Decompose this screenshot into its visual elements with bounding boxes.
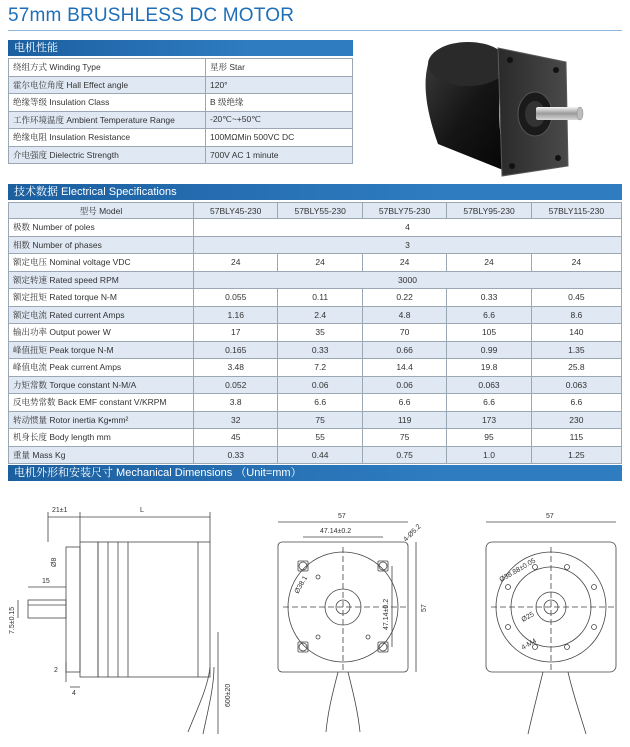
- spec-cell: 17: [194, 324, 278, 342]
- spec-cell: 2.4: [278, 306, 362, 324]
- spec-header-column: 57BLY45-230: [194, 203, 278, 219]
- spec-cell-shared: 3000: [194, 271, 622, 289]
- dim-21: 21±1: [52, 507, 68, 514]
- section-electrical-header: 技术数据 Electrical Specifications: [8, 184, 622, 200]
- rear-view-drawing: [486, 522, 616, 734]
- spec-row-label: 峰值扭矩 Peak torque N-M: [9, 341, 194, 359]
- spec-cell: 1.25: [531, 446, 621, 464]
- spec-cell: 0.33: [194, 446, 278, 464]
- dim-hole-dia: 4-Ø5.2: [402, 523, 423, 544]
- spec-cell-shared: 3: [194, 236, 622, 254]
- property-label: 绝缘等级 Insulation Class: [9, 94, 206, 112]
- spec-cell: 32: [194, 411, 278, 429]
- spec-row: [9, 359, 622, 377]
- spec-cell: 75: [362, 429, 446, 447]
- dim-length: L: [140, 507, 144, 514]
- spec-row: [9, 306, 622, 324]
- spec-cell: 0.06: [362, 376, 446, 394]
- spec-cell: 105: [447, 324, 531, 342]
- spec-cell: 19.8: [447, 359, 531, 377]
- dim-2: 2: [54, 667, 58, 674]
- property-label: 霍尔电位角度 Hall Effect angle: [9, 76, 206, 94]
- spec-cell: 1.35: [531, 341, 621, 359]
- spec-header-column: 57BLY95-230: [447, 203, 531, 219]
- spec-cell: 1.0: [447, 446, 531, 464]
- spec-cell: 115: [531, 429, 621, 447]
- spec-row: [9, 429, 622, 447]
- spec-row: [9, 236, 622, 254]
- page-title: 57mm BRUSHLESS DC MOTOR: [8, 5, 295, 26]
- dim-4: 4: [72, 690, 76, 697]
- spec-cell-shared: 4: [194, 219, 622, 237]
- spec-row-label: 额定电流 Rated current Amps: [9, 306, 194, 324]
- spec-row-label: 反电势常数 Back EMF constant V/KRPM: [9, 394, 194, 412]
- spec-cell: 55: [278, 429, 362, 447]
- spec-row-label: 输出功率 Output power W: [9, 324, 194, 342]
- dim-47-14-horizontal: 47.14±0.2: [320, 528, 352, 535]
- spec-cell: 0.055: [194, 289, 278, 307]
- spec-cell: 140: [531, 324, 621, 342]
- spec-cell: 6.6: [362, 394, 446, 412]
- spec-cell: 75: [278, 411, 362, 429]
- dim-pilot-dia: Ø38.1: [293, 574, 310, 595]
- property-row: [9, 94, 353, 112]
- side-view-drawing: [18, 512, 218, 734]
- property-row: [9, 111, 353, 129]
- motor-photo: [398, 34, 598, 184]
- spec-row: [9, 289, 622, 307]
- front-view-drawing: [278, 522, 416, 732]
- spec-row: [9, 411, 622, 429]
- spec-row: [9, 394, 622, 412]
- spec-cell: 6.6: [447, 306, 531, 324]
- property-value: 星形 Star: [206, 59, 353, 77]
- spec-cell: 0.06: [278, 376, 362, 394]
- property-label: 介电强度 Dielectric Strength: [9, 146, 206, 164]
- property-value: B 级绝缘: [206, 94, 353, 112]
- spec-row-label: 极数 Number of poles: [9, 219, 194, 237]
- spec-cell: 6.6: [531, 394, 621, 412]
- spec-cell: 0.052: [194, 376, 278, 394]
- spec-row: [9, 324, 622, 342]
- spec-header-model: 型号 Model: [9, 203, 194, 219]
- spec-row-label: 额定扭矩 Rated torque N-M: [9, 289, 194, 307]
- spec-cell: 24: [194, 254, 278, 272]
- spec-cell: 7.2: [278, 359, 362, 377]
- spec-row: [9, 219, 622, 237]
- spec-cell: 6.6: [447, 394, 531, 412]
- spec-cell: 0.75: [362, 446, 446, 464]
- property-value: -20℃~+50℃: [206, 111, 353, 129]
- spec-row-label: 机身长度 Body length mm: [9, 429, 194, 447]
- spec-row-label: 相数 Number of phases: [9, 236, 194, 254]
- dim-47-14-vertical: 47.14±0.2: [383, 598, 390, 630]
- dim-57-front-side: 57: [421, 604, 428, 612]
- spec-cell: 0.44: [278, 446, 362, 464]
- section-general-header: 电机性能: [8, 40, 353, 56]
- property-value: 120°: [206, 76, 353, 94]
- spec-cell: 1.16: [194, 306, 278, 324]
- spec-row: [9, 271, 622, 289]
- property-label: 绕组方式 Winding Type: [9, 59, 206, 77]
- spec-cell: 95: [447, 429, 531, 447]
- spec-row-label: 转动惯量 Rotor inertia Kg•mm²: [9, 411, 194, 429]
- spec-row-label: 额定电压 Nominal voltage VDC: [9, 254, 194, 272]
- property-label: 工作环境温度 Ambient Temperature Range: [9, 111, 206, 129]
- property-row: [9, 59, 353, 77]
- dim-15: 15: [42, 578, 50, 585]
- spec-cell: 230: [531, 411, 621, 429]
- spec-row: [9, 254, 622, 272]
- spec-cell: 24: [531, 254, 621, 272]
- spec-cell: 0.063: [447, 376, 531, 394]
- dim-7-5: 7.5±0.15: [9, 606, 16, 634]
- electrical-spec-table: [8, 202, 622, 464]
- spec-cell: 0.063: [531, 376, 621, 394]
- spec-cell: 25.8: [531, 359, 621, 377]
- property-row: [9, 146, 353, 164]
- spec-header-column: 57BLY55-230: [278, 203, 362, 219]
- spec-row-label: 峰值电流 Peak current Amps: [9, 359, 194, 377]
- spec-cell: 6.6: [278, 394, 362, 412]
- spec-cell: 0.45: [531, 289, 621, 307]
- spec-cell: 0.66: [362, 341, 446, 359]
- spec-cell: 0.33: [278, 341, 362, 359]
- spec-cell: 24: [362, 254, 446, 272]
- spec-cell: 0.22: [362, 289, 446, 307]
- spec-row: [9, 341, 622, 359]
- spec-cell: 8.6: [531, 306, 621, 324]
- spec-row-label: 重量 Mass Kg: [9, 446, 194, 464]
- spec-cell: 35: [278, 324, 362, 342]
- property-row: [9, 76, 353, 94]
- spec-cell: 0.11: [278, 289, 362, 307]
- dim-57-rear: 57: [546, 513, 554, 520]
- dim-boss-dia: Ø25: [520, 611, 536, 624]
- dim-57-front-top: 57: [338, 513, 346, 520]
- spec-cell: 45: [194, 429, 278, 447]
- section-mechanical-header: 电机外形和安装尺寸 Mechanical Dimensions （Unit=mm）: [8, 465, 622, 481]
- spec-row-label: 额定转速 Rated speed RPM: [9, 271, 194, 289]
- spec-header-column: 57BLY115-230: [531, 203, 621, 219]
- spec-cell: 4.8: [362, 306, 446, 324]
- spec-row: [9, 446, 622, 464]
- spec-cell: 24: [278, 254, 362, 272]
- spec-cell: 70: [362, 324, 446, 342]
- title-divider: [8, 30, 622, 31]
- spec-cell: 119: [362, 411, 446, 429]
- dim-shaft-dia: Ø8: [51, 557, 58, 567]
- spec-row-label: 力矩常数 Torque constant N-M/A: [9, 376, 194, 394]
- dim-600: 600±20: [225, 683, 232, 707]
- spec-cell: 0.99: [447, 341, 531, 359]
- general-properties-table: [8, 58, 353, 164]
- spec-header-column: 57BLY75-230: [362, 203, 446, 219]
- property-value: 100MΩMin 500VC DC: [206, 129, 353, 147]
- spec-row: [9, 376, 622, 394]
- spec-cell: 173: [447, 411, 531, 429]
- property-value: 700V AC 1 minute: [206, 146, 353, 164]
- mechanical-drawings: [8, 482, 622, 744]
- dim-tapped-holes: 4-M4: [520, 637, 538, 652]
- spec-cell: 0.165: [194, 341, 278, 359]
- spec-cell: 0.33: [447, 289, 531, 307]
- spec-cell: 14.4: [362, 359, 446, 377]
- property-row: [9, 129, 353, 147]
- spec-cell: 3.8: [194, 394, 278, 412]
- property-label: 绝缘电阻 Insulation Resistance: [9, 129, 206, 147]
- dim-bolt-circle: Ø38.88±0.05: [498, 557, 538, 584]
- spec-cell: 24: [447, 254, 531, 272]
- spec-cell: 3.48: [194, 359, 278, 377]
